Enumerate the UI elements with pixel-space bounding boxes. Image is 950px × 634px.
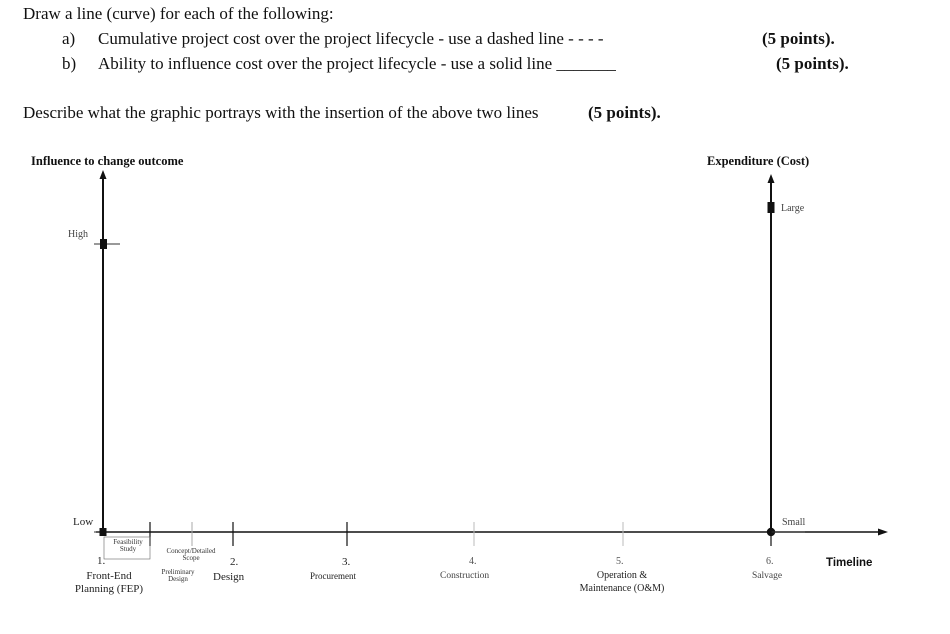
phase-1-name: Front-End Planning (FEP) [74,570,144,595]
item-b-text: Ability to influence cost over the project lifecycle - use a solid line _______ [98,54,616,73]
instruction-heading: Draw a line (curve) for each of the following: [23,4,334,23]
phase-2-number: 2. [230,556,239,568]
phase-4-number: 4. [469,556,477,567]
describe-points: (5 points). [588,103,661,122]
right-y-axis-arrow [768,174,775,183]
phase-5-name: Operation & Maintenance (O&M) [579,570,665,594]
large-label: Large [781,203,805,214]
item-a-marker: a) [62,29,76,48]
left-y-axis-arrow [100,170,107,179]
phase-1-number: 1. [97,555,106,567]
item-b-marker: b) [62,54,77,73]
low-label: Low [73,516,94,528]
phase-3-name: Procurement [310,571,356,581]
phase-2-name: Design [213,571,245,583]
left-axis-title: Influence to change outcome [31,154,184,168]
large-marker [768,202,775,213]
x-axis-arrow [878,529,888,536]
high-label: High [68,229,88,240]
phase-4-name: Construction [440,571,490,581]
feasibility-label: Feasibility Study [113,538,143,553]
preliminary-label: Preliminary Design [161,568,195,583]
high-marker [100,239,107,249]
phase-3-number: 3. [342,556,351,568]
phase-6-name: Salvage [752,571,783,581]
item-a-text: Cumulative project cost over the project lifecycle - use a dashed line - - - - [98,29,604,48]
small-label: Small [782,517,806,528]
right-axis-title: Expenditure (Cost) [707,154,810,168]
item-a-points: (5 points). [762,29,835,48]
phase-6-number: 6. [766,556,774,567]
x-axis-title: Timeline [826,557,873,569]
concept-label: Concept/Detailed Scope [166,547,216,562]
phase-5-number: 5. [616,556,624,567]
item-b-points: (5 points). [776,54,849,73]
low-marker [100,528,107,536]
describe-text: Describe what the graphic portrays with the insertion of the above two lines [23,103,539,122]
